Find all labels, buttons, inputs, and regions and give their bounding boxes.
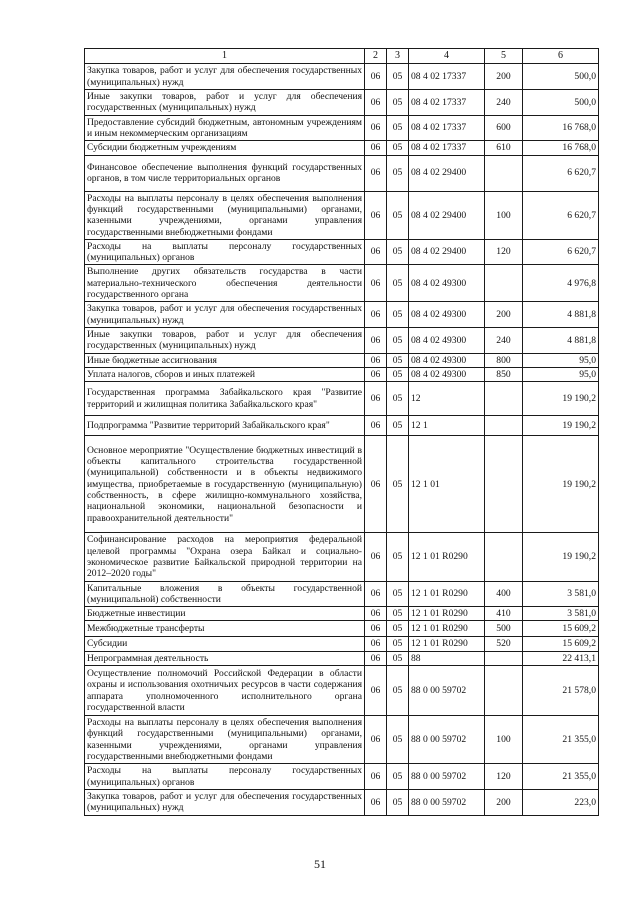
cell-amount: 223,0 — [523, 789, 599, 815]
cell-amount: 19 190,2 — [523, 533, 599, 581]
cell-name: Межбюджетные трансферты — [85, 621, 365, 637]
cell-name: Подпрограмма "Развитие территорий Забайкальского края" — [85, 416, 365, 436]
cell-amount: 500,0 — [523, 90, 599, 116]
cell-amount: 16 768,0 — [523, 141, 599, 155]
cell-amount: 19 190,2 — [523, 382, 599, 416]
cell-section: 06 — [365, 353, 387, 367]
cell-section: 06 — [365, 789, 387, 815]
cell-name: Закупка товаров, работ и услуг для обеспечения государственных (муниципальных) нужд — [85, 64, 365, 90]
cell-target-article: 12 — [409, 382, 485, 416]
table-row — [85, 666, 599, 716]
cell-subsection: 05 — [387, 651, 409, 665]
cell-subsection: 05 — [387, 328, 409, 354]
cell-expense-type: 200 — [485, 302, 523, 328]
table-row — [85, 764, 599, 790]
cell-target-article: 08 4 02 49300 — [409, 328, 485, 354]
cell-subsection: 05 — [387, 353, 409, 367]
table-row — [85, 382, 599, 416]
cell-subsection: 05 — [387, 764, 409, 790]
cell-target-article: 88 — [409, 651, 485, 665]
cell-name: Основное мероприятие "Осуществление бюджетных инвестиций в объекты капитального строительства государственной (муниципальной) собственности и в объекты недвижимого имущества, приобретаемые в государственную (муниципальную) собственность, в сфере жилищно-коммунального хозяйства, национальной экономики, национальной безопасности и правоохранительной деятельности" — [85, 436, 365, 533]
cell-name: Иные бюджетные ассигнования — [85, 353, 365, 367]
cell-expense-type: 100 — [485, 191, 523, 239]
header-col-5: 5 — [485, 49, 523, 64]
cell-target-article: 08 4 02 29400 — [409, 239, 485, 265]
cell-target-article: 12 1 01 R0290 — [409, 637, 485, 651]
table-row — [85, 533, 599, 581]
cell-subsection: 05 — [387, 191, 409, 239]
cell-amount: 6 620,7 — [523, 239, 599, 265]
cell-expense-type — [485, 155, 523, 191]
cell-target-article: 12 1 — [409, 416, 485, 436]
cell-subsection: 05 — [387, 239, 409, 265]
cell-target-article: 08 4 02 49300 — [409, 302, 485, 328]
cell-target-article: 08 4 02 17337 — [409, 115, 485, 141]
cell-name: Софинансирование расходов на мероприятия федеральной целевой программы "Охрана озера Байкал и социально-экономическое развитие Байкальской природной территории на 2012–2020 годы" — [85, 533, 365, 581]
cell-expense-type — [485, 382, 523, 416]
cell-name: Расходы на выплаты персоналу в целях обеспечения выполнения функций государственными (муниципальными) органами, казенными учреждениями, органами управления государственными внебюджетными фондами — [85, 716, 365, 764]
table-row — [85, 716, 599, 764]
table-row — [85, 302, 599, 328]
cell-subsection: 05 — [387, 90, 409, 116]
cell-name: Субсидии — [85, 637, 365, 651]
table-row — [85, 651, 599, 665]
cell-section: 06 — [365, 328, 387, 354]
cell-subsection: 05 — [387, 666, 409, 716]
cell-section: 06 — [365, 155, 387, 191]
cell-expense-type — [485, 265, 523, 302]
table-row — [85, 581, 599, 607]
cell-target-article: 08 4 02 29400 — [409, 191, 485, 239]
cell-subsection: 05 — [387, 621, 409, 637]
cell-section: 06 — [365, 141, 387, 155]
cell-expense-type: 120 — [485, 764, 523, 790]
cell-expense-type: 400 — [485, 581, 523, 607]
cell-expense-type: 800 — [485, 353, 523, 367]
cell-expense-type: 200 — [485, 789, 523, 815]
cell-subsection: 05 — [387, 302, 409, 328]
table-row — [85, 436, 599, 533]
cell-section: 06 — [365, 651, 387, 665]
cell-subsection: 05 — [387, 265, 409, 302]
header-col-4: 4 — [409, 49, 485, 64]
cell-subsection: 05 — [387, 716, 409, 764]
cell-target-article: 08 4 02 17337 — [409, 90, 485, 116]
cell-name: Расходы на выплаты персоналу в целях обеспечения выполнения функций государственными (муниципальными) органами, казенными учреждениями, органами управления государственными внебюджетными фондами — [85, 191, 365, 239]
cell-amount: 16 768,0 — [523, 115, 599, 141]
cell-target-article: 88 0 00 59702 — [409, 764, 485, 790]
cell-expense-type — [485, 533, 523, 581]
cell-subsection: 05 — [387, 382, 409, 416]
cell-section: 06 — [365, 436, 387, 533]
cell-subsection: 05 — [387, 607, 409, 621]
cell-subsection: 05 — [387, 141, 409, 155]
budget-table — [84, 48, 599, 816]
cell-section: 06 — [365, 302, 387, 328]
table-row — [85, 155, 599, 191]
table-row — [85, 141, 599, 155]
cell-subsection: 05 — [387, 533, 409, 581]
cell-amount: 500,0 — [523, 64, 599, 90]
cell-section: 06 — [365, 621, 387, 637]
cell-name: Выполнение других обязательств государства в части материально-технического обеспечения деятельности государственного органа — [85, 265, 365, 302]
table-row — [85, 621, 599, 637]
cell-expense-type: 610 — [485, 141, 523, 155]
cell-expense-type — [485, 666, 523, 716]
cell-section: 06 — [365, 637, 387, 651]
cell-amount: 4 881,8 — [523, 302, 599, 328]
header-col-2: 2 — [365, 49, 387, 64]
cell-section: 06 — [365, 382, 387, 416]
cell-amount: 3 581,0 — [523, 581, 599, 607]
cell-expense-type: 600 — [485, 115, 523, 141]
cell-section: 06 — [365, 581, 387, 607]
cell-expense-type: 240 — [485, 328, 523, 354]
table-row — [85, 115, 599, 141]
cell-name: Непрограммная деятельность — [85, 651, 365, 665]
cell-name: Осуществление полномочий Российской Федерации в области охраны и использования охотничьих ресурсов в части содержания аппарата уполномоченного исполнительного органа государственной власти — [85, 666, 365, 716]
cell-name: Субсидии бюджетным учреждениям — [85, 141, 365, 155]
cell-name: Государственная программа Забайкальского края "Развитие территорий и жилищная политика Забайкальского края" — [85, 382, 365, 416]
table-row — [85, 64, 599, 90]
table-row — [85, 637, 599, 651]
cell-amount: 19 190,2 — [523, 416, 599, 436]
cell-section: 06 — [365, 666, 387, 716]
cell-name: Закупка товаров, работ и услуг для обеспечения государственных (муниципальных) нужд — [85, 789, 365, 815]
cell-target-article: 08 4 02 29400 — [409, 155, 485, 191]
cell-amount: 4 881,8 — [523, 328, 599, 354]
cell-section: 06 — [365, 115, 387, 141]
cell-name: Финансовое обеспечение выполнения функций государственных органов, в том числе территориальных органов — [85, 155, 365, 191]
cell-amount: 4 976,8 — [523, 265, 599, 302]
cell-amount: 19 190,2 — [523, 436, 599, 533]
cell-subsection: 05 — [387, 115, 409, 141]
cell-expense-type: 850 — [485, 367, 523, 381]
cell-amount: 22 413,1 — [523, 651, 599, 665]
cell-target-article: 12 1 01 R0290 — [409, 607, 485, 621]
cell-name: Предоставление субсидий бюджетным, автономным учреждениям и иным некоммерческим организациям — [85, 115, 365, 141]
cell-subsection: 05 — [387, 64, 409, 90]
cell-amount: 6 620,7 — [523, 155, 599, 191]
cell-section: 06 — [365, 90, 387, 116]
cell-amount: 95,0 — [523, 367, 599, 381]
cell-section: 06 — [365, 607, 387, 621]
cell-target-article: 08 4 02 17337 — [409, 64, 485, 90]
table-row — [85, 90, 599, 116]
cell-section: 06 — [365, 265, 387, 302]
header-col-3: 3 — [387, 49, 409, 64]
table-row — [85, 265, 599, 302]
page-number: 51 — [314, 857, 326, 871]
cell-section: 06 — [365, 416, 387, 436]
table-row — [85, 416, 599, 436]
cell-target-article: 08 4 02 17337 — [409, 141, 485, 155]
cell-amount: 95,0 — [523, 353, 599, 367]
cell-subsection: 05 — [387, 155, 409, 191]
cell-amount: 15 609,2 — [523, 621, 599, 637]
cell-name: Иные закупки товаров, работ и услуг для обеспечения государственных (муниципальных) нужд — [85, 90, 365, 116]
cell-expense-type — [485, 436, 523, 533]
header-col-1: 1 — [85, 49, 365, 64]
cell-expense-type — [485, 416, 523, 436]
cell-target-article: 08 4 02 49300 — [409, 367, 485, 381]
cell-amount: 21 355,0 — [523, 764, 599, 790]
cell-target-article: 12 1 01 R0290 — [409, 621, 485, 637]
table-row — [85, 367, 599, 381]
cell-subsection: 05 — [387, 789, 409, 815]
cell-expense-type: 200 — [485, 64, 523, 90]
cell-section: 06 — [365, 367, 387, 381]
cell-name: Бюджетные инвестиции — [85, 607, 365, 621]
cell-expense-type: 500 — [485, 621, 523, 637]
table-row — [85, 328, 599, 354]
cell-subsection: 05 — [387, 367, 409, 381]
cell-section: 06 — [365, 716, 387, 764]
cell-section: 06 — [365, 64, 387, 90]
cell-section: 06 — [365, 533, 387, 581]
cell-target-article: 88 0 00 59702 — [409, 716, 485, 764]
table-row — [85, 789, 599, 815]
cell-amount: 21 578,0 — [523, 666, 599, 716]
cell-name: Капитальные вложения в объекты государственной (муниципальной) собственности — [85, 581, 365, 607]
table-row — [85, 191, 599, 239]
cell-target-article: 88 0 00 59702 — [409, 789, 485, 815]
cell-subsection: 05 — [387, 637, 409, 651]
cell-name: Закупка товаров, работ и услуг для обеспечения государственных (муниципальных) нужд — [85, 302, 365, 328]
cell-name: Уплата налогов, сборов и иных платежей — [85, 367, 365, 381]
cell-subsection: 05 — [387, 581, 409, 607]
table-row — [85, 239, 599, 265]
table-header-row — [85, 49, 599, 64]
cell-amount: 15 609,2 — [523, 637, 599, 651]
table-row — [85, 353, 599, 367]
cell-amount: 3 581,0 — [523, 607, 599, 621]
cell-subsection: 05 — [387, 436, 409, 533]
cell-amount: 6 620,7 — [523, 191, 599, 239]
cell-amount: 21 355,0 — [523, 716, 599, 764]
cell-target-article: 12 1 01 R0290 — [409, 533, 485, 581]
cell-name: Расходы на выплаты персоналу государственных (муниципальных) органов — [85, 239, 365, 265]
cell-section: 06 — [365, 239, 387, 265]
cell-section: 06 — [365, 764, 387, 790]
cell-expense-type: 520 — [485, 637, 523, 651]
cell-subsection: 05 — [387, 416, 409, 436]
cell-expense-type: 410 — [485, 607, 523, 621]
cell-target-article: 12 1 01 — [409, 436, 485, 533]
cell-name: Расходы на выплаты персоналу государственных (муниципальных) органов — [85, 764, 365, 790]
cell-expense-type: 240 — [485, 90, 523, 116]
table-row — [85, 607, 599, 621]
header-col-6: 6 — [523, 49, 599, 64]
cell-expense-type: 120 — [485, 239, 523, 265]
cell-expense-type: 100 — [485, 716, 523, 764]
cell-target-article: 08 4 02 49300 — [409, 265, 485, 302]
cell-name: Иные закупки товаров, работ и услуг для обеспечения государственных (муниципальных) нужд — [85, 328, 365, 354]
cell-target-article: 88 0 00 59702 — [409, 666, 485, 716]
cell-target-article: 12 1 01 R0290 — [409, 581, 485, 607]
cell-section: 06 — [365, 191, 387, 239]
cell-expense-type — [485, 651, 523, 665]
cell-target-article: 08 4 02 49300 — [409, 353, 485, 367]
